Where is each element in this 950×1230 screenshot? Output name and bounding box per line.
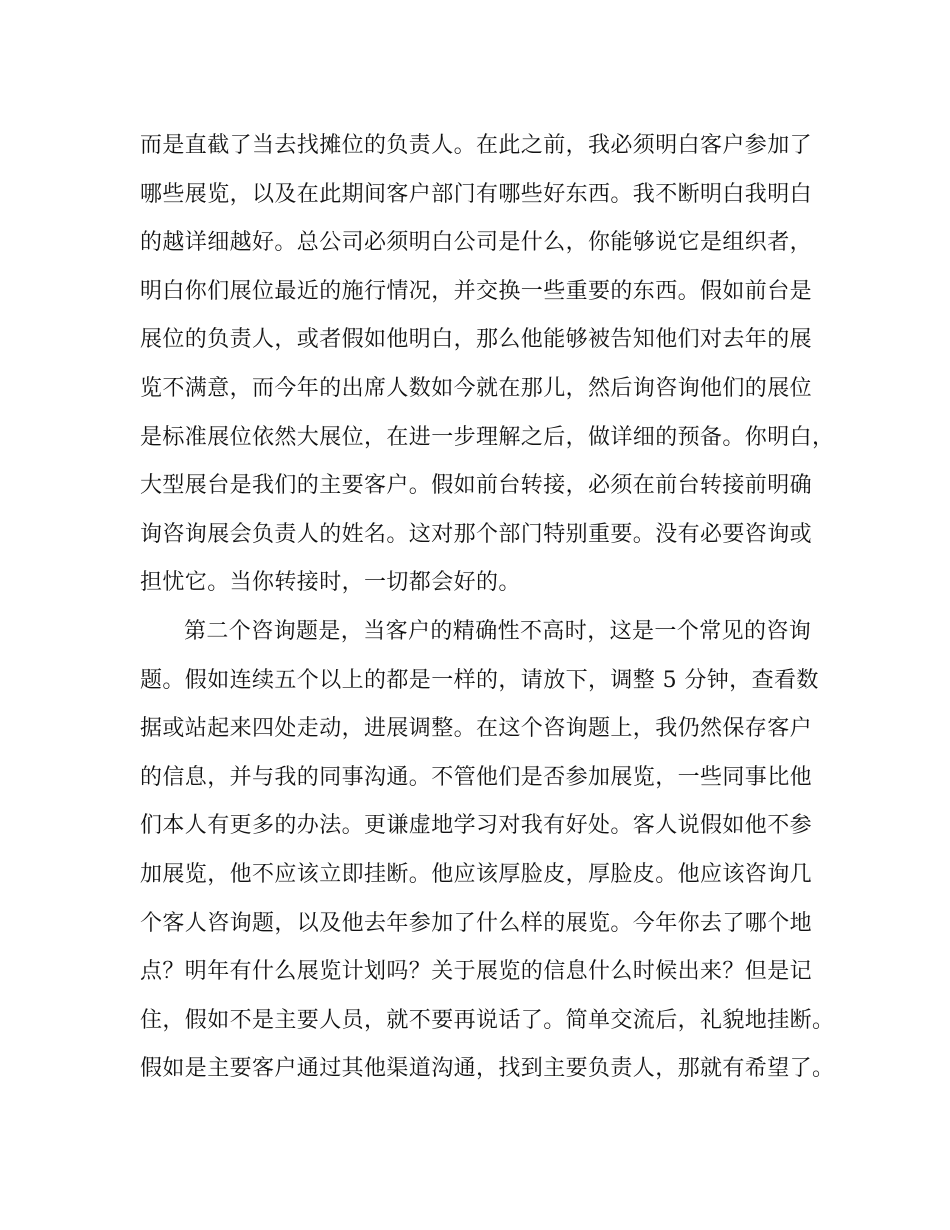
text-line: 据或站起来四处走动，进展调整。在这个咨询题上，我仍然保存客户 (140, 716, 813, 742)
text-line: 点？明年有什么展览计划吗？关于展览的信息什么时候出来？但是记 (140, 959, 813, 985)
text-line: 的信息，并与我的同事沟通。不管他们是否参加展览，一些同事比他 (140, 764, 813, 790)
text-line: 大型展台是我们的主要客户。假如前台转接，必须在前台转接前明确 (140, 473, 813, 499)
text-line: 假如是主要客户通过其他渠道沟通，找到主要负责人，那就有希望了。 (140, 1056, 835, 1082)
paragraph-1 (140, 122, 840, 608)
text-line: 询咨询展会负责人的姓名。这对那个部门特别重要。没有必要咨询或 (140, 521, 813, 547)
text-line: 哪些展览，以及在此期间客户部门有哪些好东西。我不断明白我明白 (140, 181, 813, 207)
text-line: 明白你们展位最近的施行情况，并交换一些重要的东西。假如前台是 (140, 278, 813, 304)
text-line: 的越详细越好。总公司必须明白公司是什么，你能够说它是组织者， (140, 230, 813, 256)
text-line: 们本人有更多的办法。更谦虚地学习对我有好处。客人说假如他不参 (140, 813, 813, 839)
text-line: 是标准展位依然大展位，在进一步理解之后，做详细的预备。你明白， (140, 424, 835, 450)
text-line: 加展览，他不应该立即挂断。他应该厚脸皮，厚脸皮。他应该咨询几 (140, 861, 813, 887)
text-line: 住，假如不是主要人员，就不要再说话了。简单交流后，礼貌地挂断。 (140, 1007, 835, 1033)
text-line: 展位的负责人，或者假如他明白，那么他能够被告知他们对去年的展 (140, 327, 813, 353)
paragraph-2 (140, 608, 840, 1094)
text-line: 担忧它。当你转接时，一切都会好的。 (140, 570, 521, 596)
text-line: 而是直截了当去找摊位的负责人。在此之前，我必须明白客户参加了 (140, 133, 813, 158)
document-body (140, 122, 840, 1094)
text-line: 个客人咨询题，以及他去年参加了什么样的展览。今年你去了哪个地 (140, 910, 813, 936)
text-line: 览不满意，而今年的出席人数如今就在那儿，然后询咨询他们的展位 (140, 375, 813, 401)
text-line-indented: 第二个咨询题是，当客户的精确性不高时，这是一个常见的咨询 (184, 618, 812, 644)
text-line: 题。假如连续五个以上的都是一样的，请放下，调整 5 分钟，查看数 (140, 667, 819, 693)
